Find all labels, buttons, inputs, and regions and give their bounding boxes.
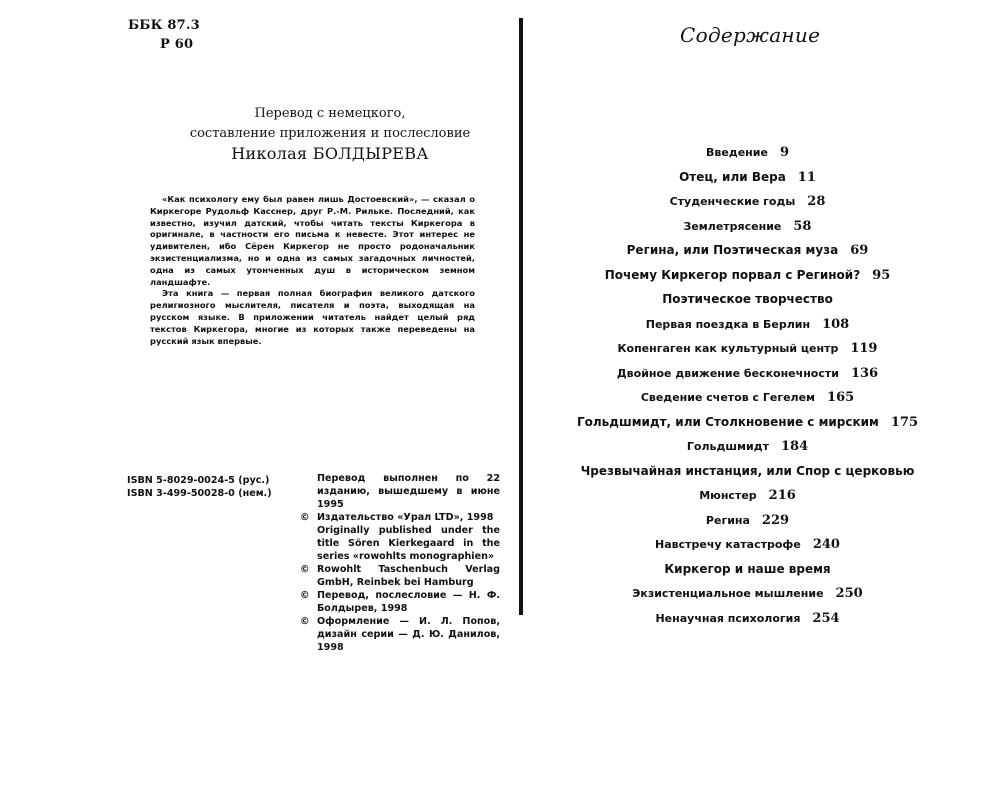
toc-page-number: 95 <box>872 267 891 283</box>
toc-entry: Мюнстер 216 <box>699 488 796 503</box>
toc-entry: Двойное движение бесконечности 136 <box>616 365 879 381</box>
annotation <box>150 194 475 347</box>
copyright-icon: © <box>300 564 310 575</box>
toc-entry: Экзистенциальное мышление 250 <box>632 586 863 601</box>
credits-line-2: составление приложения и послесловие <box>189 126 471 141</box>
toc-entry: Отец, или Вера 11 <box>679 169 816 185</box>
copyright-translation: © Перевод, послесловие — Н. Ф. Болдырев, 1998 <box>300 590 500 614</box>
toc-page-number: 108 <box>822 316 850 332</box>
toc-entry: Регина, или Поэтическая муза 69 <box>626 243 869 258</box>
toc-entry: Почему Киркегор порвал с Региной? 95 <box>604 267 891 283</box>
toc-page-number: 240 <box>812 537 840 552</box>
annotation-paragraph-2: Эта книга — первая полная биография великого датского религиозного мыслителя, писателя и поэта, выходящая на русском языке. В приложении читатель найдет целый ряд текстов Киркегора, многие из которых также переведены на русский язык впервые. <box>150 288 475 346</box>
toc-page-number: 250 <box>835 586 863 601</box>
original-publication-note: Originally published under the title Sören Kierkegaard in the series «rowohlts monographien» <box>317 525 500 562</box>
toc-page-number: 136 <box>850 365 879 381</box>
toc-page-number: 184 <box>780 439 809 454</box>
toc-entry: Студенческие годы 28 <box>669 194 826 209</box>
isbn-block <box>127 474 272 500</box>
copyright-publisher: © Издательство «Урал LTD», 1998 <box>300 512 494 523</box>
toc-title: Содержание <box>680 23 821 47</box>
copyright-icon: © <box>300 616 310 627</box>
isbn-german: ISBN 3-499-50028-0 (нем.) <box>127 488 272 499</box>
toc-list <box>540 142 955 632</box>
copyright-icon: © <box>300 590 310 601</box>
toc-page-number: 119 <box>850 341 878 356</box>
edition-note: Перевод выполнен по 22 изданию, вышедшему в июне 1995 <box>317 473 500 510</box>
toc-page-number: 9 <box>779 145 789 160</box>
toc-section-heading: Поэтическое творчество <box>662 292 833 306</box>
toc-page-number: 58 <box>793 218 812 234</box>
toc-page-number: 69 <box>850 243 869 258</box>
toc-page-number: 175 <box>890 414 919 430</box>
toc-entry: Ненаучная психология 254 <box>655 610 840 626</box>
page-divider <box>519 18 523 615</box>
author-mark: Р 60 <box>160 37 194 52</box>
toc-page-number: 165 <box>827 390 855 405</box>
toc-page-number: 216 <box>768 488 796 503</box>
imprint-block <box>300 472 500 654</box>
toc-section-heading: Чрезвычайная инстанция, или Спор с церковью <box>580 463 915 478</box>
toc-entry: Гольдшмидт 184 <box>686 439 809 454</box>
copyright-rowohlt: © Rowohlt Taschenbuch Verlag GmbH, Reinbek bei Hamburg <box>300 564 500 588</box>
toc-entry: Копенгаген как культурный центр 119 <box>617 341 878 356</box>
toc-page-number: 11 <box>797 169 816 185</box>
toc-entry: Навстречу катастрофе 240 <box>655 537 840 552</box>
credits-line-1: Перевод с немецкого, <box>254 106 406 121</box>
isbn-russian: ISBN 5-8029-0024-5 (рус.) <box>127 475 270 486</box>
toc-page-number: 229 <box>761 512 790 528</box>
toc-page-number: 254 <box>812 610 840 626</box>
toc-entry: Гольдшмидт, или Столкновение с мирским 175 <box>576 414 919 430</box>
toc-entry: Первая поездка в Берлин 108 <box>645 316 850 332</box>
toc-entry: Землетрясение 58 <box>683 218 812 234</box>
toc-entry: Сведение счетов с Гегелем 165 <box>640 390 855 405</box>
annotation-paragraph-1: «Как психологу ему был равен лишь Достоевский», — сказал о Киркегоре Рудольф Касснер, друг Р.-М. Рильке. Последний, как известно, изучил датский, чтобы читать тексты Киркегора в оригинале, в частности его письма к невесте. Этот интерес не удивителен, ибо Сёрен Киркегор не просто родоначальник экзистенциализма, но и одна из самых загадочных личностей, одна из самых утонченных душ в историческом земном ландшафте. <box>150 194 475 287</box>
translator-name: Николая БОЛДЫРЕВА <box>231 144 429 163</box>
copyright-icon: © <box>300 512 310 523</box>
toc-section-heading: Киркегор и наше время <box>664 561 831 576</box>
toc-page-number: 28 <box>807 194 826 209</box>
toc-entry: Введение 9 <box>706 145 789 160</box>
copyright-design: © Оформление — И. Л. Попов, дизайн серии — Д. Ю. Данилов, 1998 <box>300 616 500 653</box>
bbk-code: ББК 87.3 <box>128 18 200 33</box>
toc-entry: Регина 229 <box>705 512 790 528</box>
